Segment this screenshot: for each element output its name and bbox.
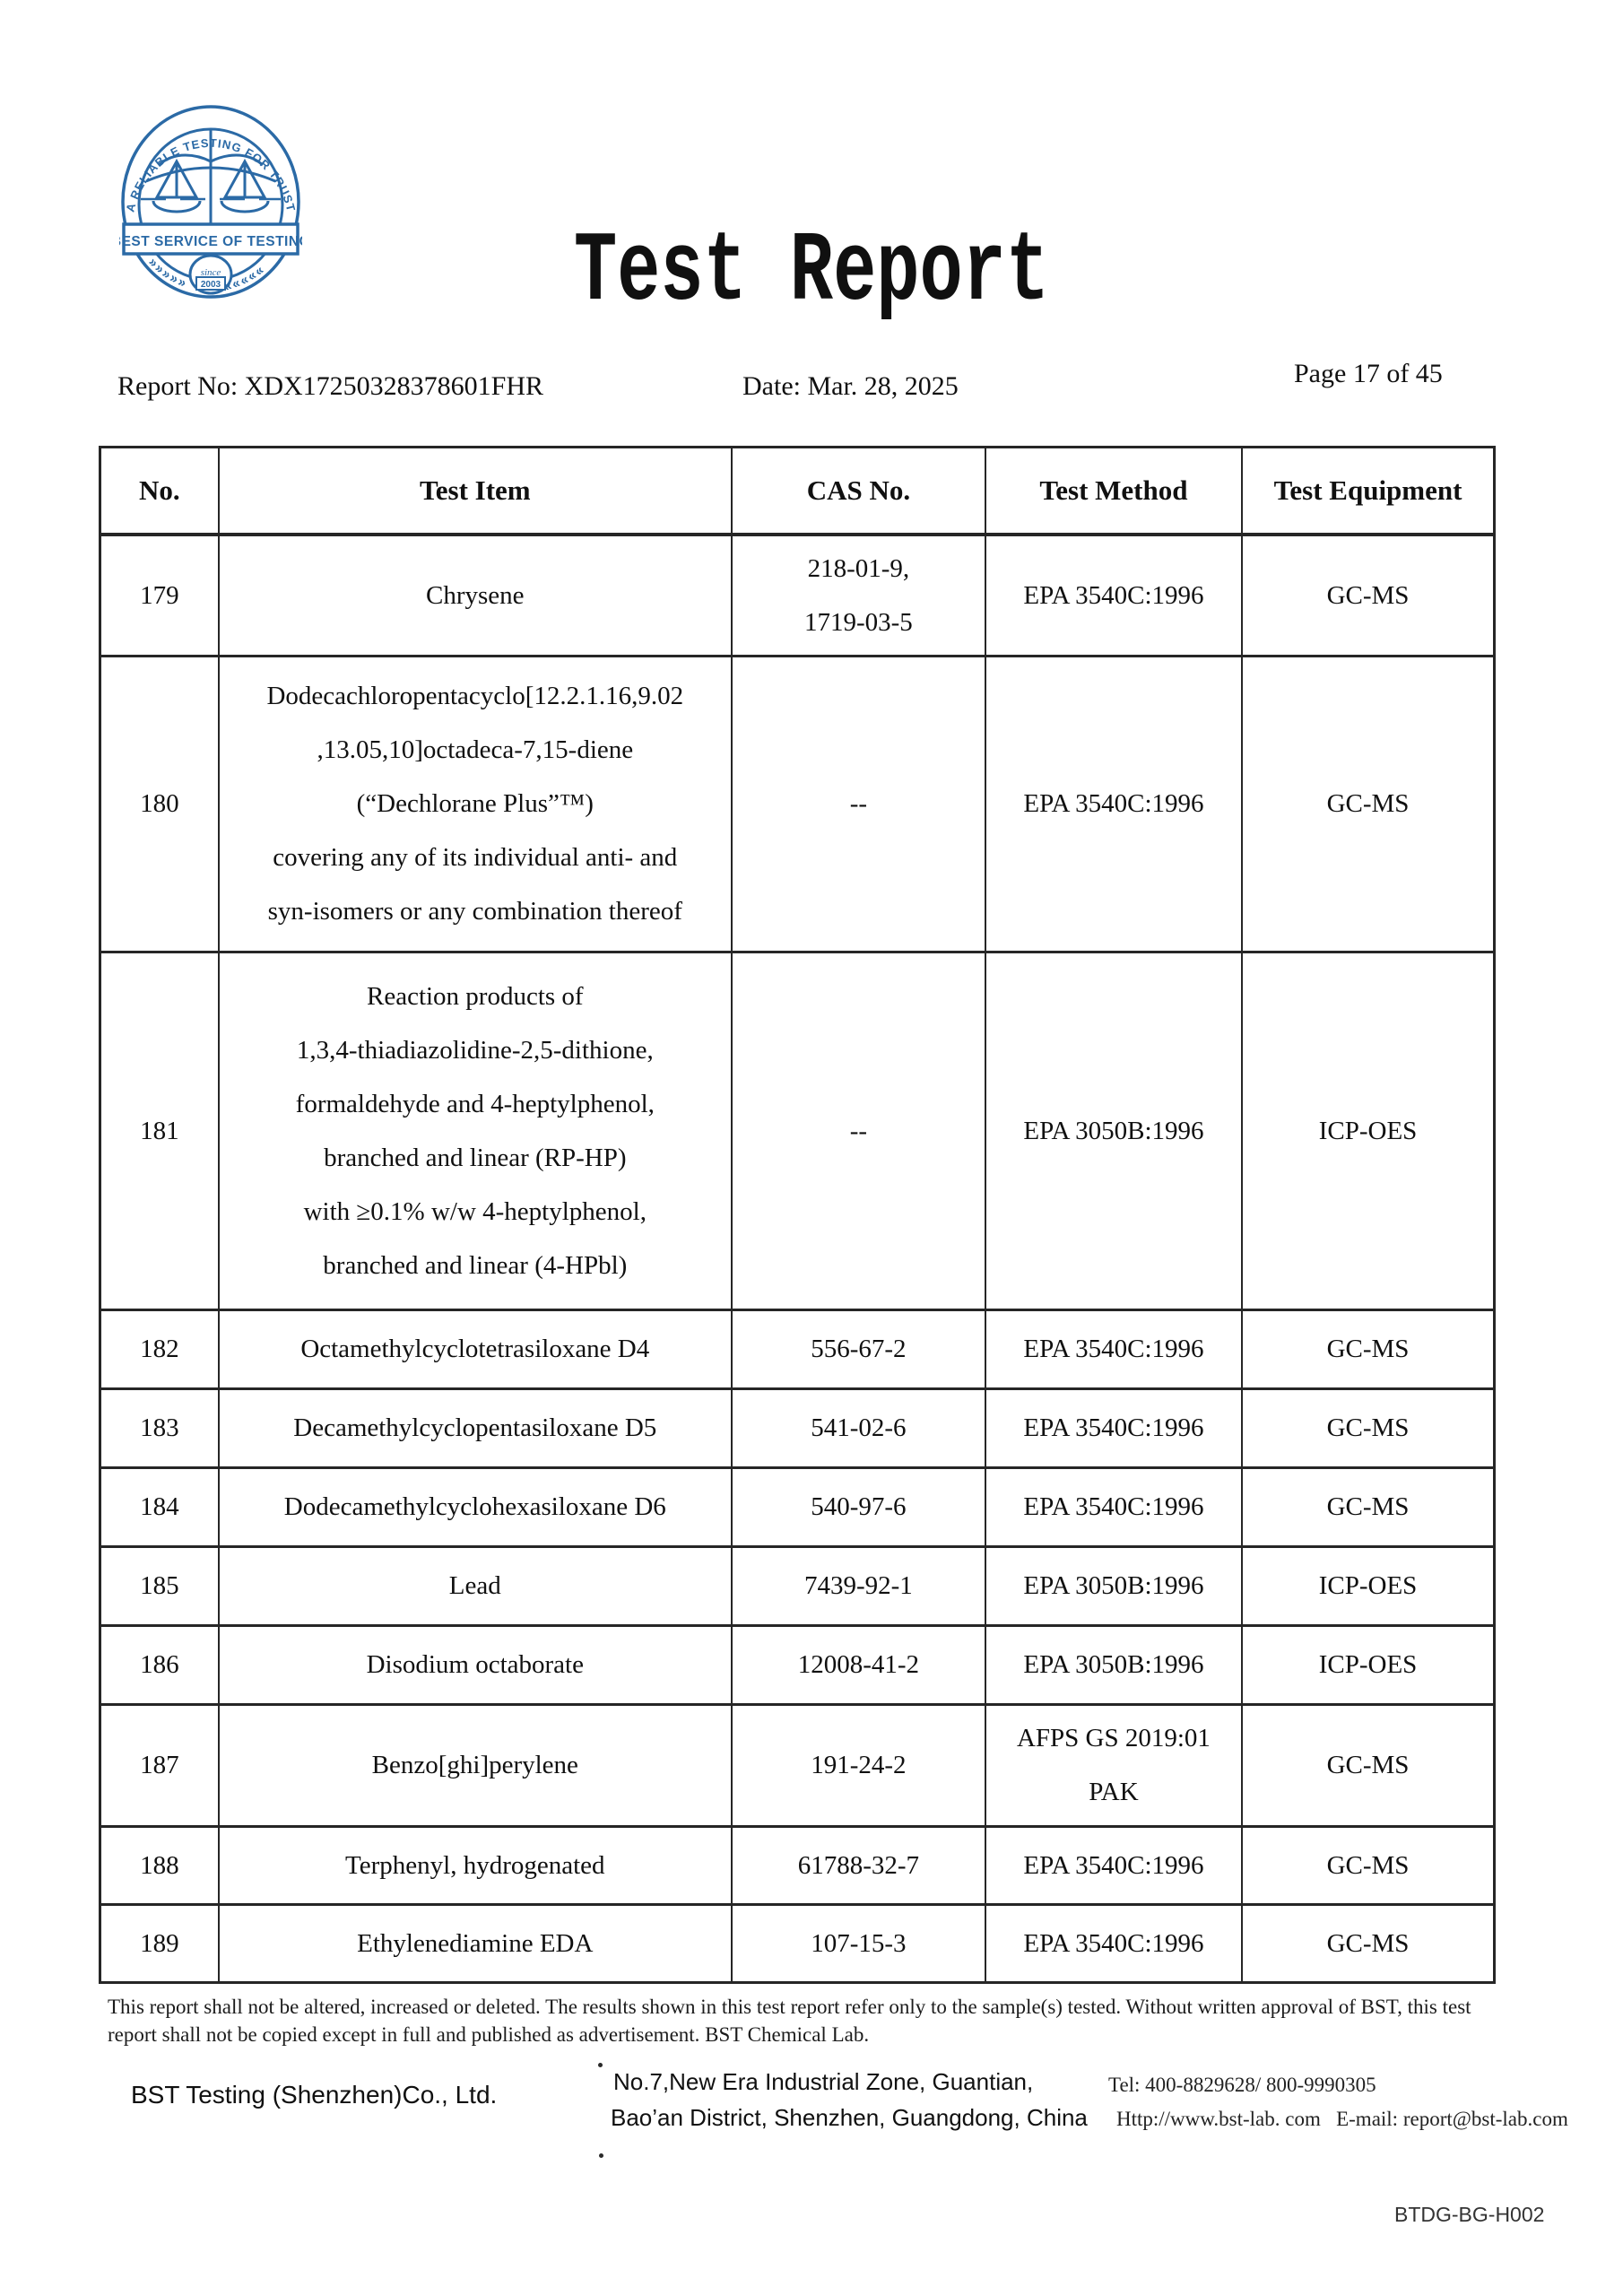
table-row bbox=[100, 535, 1495, 656]
cell-cas-no bbox=[732, 1388, 985, 1467]
table-row bbox=[100, 1546, 1495, 1625]
cell-no bbox=[100, 656, 219, 952]
logo-banner-text: BEST SERVICE OF TESTING bbox=[119, 234, 302, 249]
table-row bbox=[100, 1467, 1495, 1546]
cell-line: EPA 3540C:1996 bbox=[1023, 1335, 1204, 1363]
cell-test-method bbox=[985, 535, 1242, 656]
cell-cas-no bbox=[732, 1625, 985, 1704]
footer-address-line1: No.7,New Era Industrial Zone, Guantian, bbox=[613, 2068, 1034, 2095]
cell-test-equipment bbox=[1242, 656, 1494, 952]
table-row bbox=[100, 1826, 1495, 1904]
cell-line: Benzo[ghi]perylene bbox=[371, 1751, 578, 1779]
cell-no bbox=[100, 535, 219, 656]
cell-test-item bbox=[219, 1309, 732, 1388]
cell-test-equipment bbox=[1242, 1388, 1494, 1467]
cell-cas-no bbox=[732, 1704, 985, 1826]
table-row bbox=[100, 1309, 1495, 1388]
table-row bbox=[100, 1388, 1495, 1467]
cell-line: 107-15-3 bbox=[811, 1928, 907, 1958]
footer-telephone: Tel: 400-8829628/ 800-9990305 bbox=[1108, 2074, 1376, 2096]
cell-test-item bbox=[219, 656, 732, 952]
test-items-table bbox=[99, 446, 1496, 1984]
cell-line: 556-67-2 bbox=[811, 1335, 907, 1363]
logo-chevrons-right: ««««« bbox=[221, 261, 269, 295]
cell-cas-no bbox=[732, 1309, 985, 1388]
table-row bbox=[100, 952, 1495, 1309]
cell-line: EPA 3540C:1996 bbox=[1023, 1850, 1204, 1880]
cell-cas-no bbox=[732, 952, 985, 1309]
cell-cas-no bbox=[732, 1467, 985, 1546]
cell-line: Octamethylcyclotetrasiloxane D4 bbox=[300, 1335, 650, 1363]
cell-line: Ethylenediamine EDA bbox=[357, 1928, 594, 1958]
cell-test-equipment bbox=[1242, 1704, 1494, 1826]
cell-test-method bbox=[985, 656, 1242, 952]
cell-test-method bbox=[985, 952, 1242, 1309]
cell-line: 179 bbox=[140, 580, 179, 610]
cell-line: Decamethylcyclopentasiloxane D5 bbox=[293, 1413, 657, 1442]
cell-line: 7439-92-1 bbox=[803, 1571, 913, 1600]
cell-test-method bbox=[985, 1546, 1242, 1625]
cell-line: 191-24-2 bbox=[811, 1751, 907, 1779]
cell-no bbox=[100, 1309, 219, 1388]
cell-line: GC-MS bbox=[1326, 1492, 1410, 1521]
cell-test-item bbox=[219, 1704, 732, 1826]
cell-line: branched and linear (RP-HP) bbox=[324, 1143, 627, 1172]
cell-line: PAK bbox=[1089, 1778, 1139, 1806]
cell-line: covering any of its individual anti- and bbox=[273, 843, 678, 872]
cell-line: Dodecachloropentacyclo[12.2.1.16,9.02 bbox=[266, 682, 684, 710]
cell-line: 182 bbox=[140, 1335, 179, 1363]
cell-line: 12008-41-2 bbox=[797, 1650, 920, 1679]
stray-mark bbox=[599, 2153, 603, 2158]
cell-line: EPA 3540C:1996 bbox=[1023, 1413, 1204, 1442]
table-row bbox=[100, 1704, 1495, 1826]
cell-line: Lead bbox=[448, 1571, 501, 1600]
cell-cas-no bbox=[732, 1546, 985, 1625]
page-indicator: Page 17 of 45 bbox=[1294, 359, 1443, 388]
cell-test-method bbox=[985, 1904, 1242, 1982]
cell-line: with ≥0.1% w/w 4-heptylphenol, bbox=[303, 1196, 647, 1226]
cell-no bbox=[100, 1704, 219, 1826]
cell-line: ICP-OES bbox=[1318, 1116, 1418, 1145]
cell-test-method bbox=[985, 1309, 1242, 1388]
cell-line: (“Dechlorane Plus”™) bbox=[356, 789, 594, 818]
cell-line: 187 bbox=[140, 1751, 179, 1779]
table-header-row bbox=[100, 448, 1495, 535]
cell-test-item bbox=[219, 1625, 732, 1704]
cell-line: 1719-03-5 bbox=[803, 607, 913, 637]
cell-line: 61788-32-7 bbox=[797, 1850, 920, 1880]
cell-line: EPA 3540C:1996 bbox=[1023, 1492, 1204, 1521]
cell-line: 541-02-6 bbox=[811, 1413, 907, 1442]
column-header: Test Method bbox=[985, 448, 1242, 535]
cell-line: EPA 3050B:1996 bbox=[1023, 1571, 1204, 1600]
cell-line: 185 bbox=[140, 1571, 179, 1600]
column-header: Test Equipment bbox=[1242, 448, 1494, 535]
cell-no bbox=[100, 1625, 219, 1704]
cell-line: EPA 3540C:1996 bbox=[1023, 789, 1204, 818]
cell-line: 180 bbox=[140, 789, 179, 818]
cell-test-item bbox=[219, 1904, 732, 1982]
cell-line: GC-MS bbox=[1326, 1928, 1410, 1958]
cell-test-item bbox=[219, 1546, 732, 1625]
cell-test-item bbox=[219, 535, 732, 656]
cell-line: Disodium octaborate bbox=[366, 1650, 584, 1679]
cell-line: branched and linear (4-HPbl) bbox=[323, 1250, 628, 1280]
table-row bbox=[100, 1904, 1495, 1982]
logo-arc-text: A RELIABLE TESTING FOR TRUST bbox=[123, 135, 299, 213]
cell-line: 189 bbox=[140, 1928, 179, 1958]
cell-line: ,13.05,10]octadeca-7,15-diene bbox=[317, 735, 634, 764]
cell-no bbox=[100, 952, 219, 1309]
cell-test-item bbox=[219, 1467, 732, 1546]
cell-test-method bbox=[985, 1826, 1242, 1904]
cell-test-equipment bbox=[1242, 952, 1494, 1309]
cell-line: ICP-OES bbox=[1318, 1571, 1418, 1600]
cell-cas-no bbox=[732, 535, 985, 656]
cell-test-equipment bbox=[1242, 1625, 1494, 1704]
cell-line: GC-MS bbox=[1326, 1413, 1410, 1442]
footer-web-email: Http://www.bst-lab. com E-mail: report@bst-lab.com bbox=[1116, 2108, 1568, 2130]
disclaimer-text: This report shall not be altered, increased or deleted. The results shown in this test report refer only to the sample(s) tested. Without written approval of BST, this test report shall not be copied except in full and published as advertisement. BST Chemical Lab. bbox=[108, 1996, 1471, 2046]
cell-line: Terphenyl, hydrogenated bbox=[345, 1850, 605, 1880]
column-header: No. bbox=[100, 448, 219, 535]
cell-line: GC-MS bbox=[1326, 1335, 1410, 1363]
cell-test-item bbox=[219, 1826, 732, 1904]
document-code: BTDG-BG-H002 bbox=[1394, 2203, 1545, 2226]
cell-line: EPA 3540C:1996 bbox=[1023, 1928, 1204, 1958]
report-number: Report No: XDX17250328378601FHR bbox=[117, 371, 544, 401]
cell-line: -- bbox=[849, 1116, 868, 1145]
cell-line: EPA 3540C:1996 bbox=[1023, 580, 1204, 610]
column-header: CAS No. bbox=[732, 448, 985, 535]
logo-since-label: since bbox=[200, 267, 221, 278]
cell-cas-no bbox=[732, 1826, 985, 1904]
table-row bbox=[100, 1625, 1495, 1704]
cell-line: formaldehyde and 4-heptylphenol, bbox=[295, 1089, 655, 1118]
cell-test-method bbox=[985, 1388, 1242, 1467]
cell-line: 218-01-9, bbox=[807, 553, 910, 583]
cell-cas-no bbox=[732, 1904, 985, 1982]
cell-no bbox=[100, 1546, 219, 1625]
footer-company-name: BST Testing (Shenzhen)Co., Ltd. bbox=[131, 2081, 498, 2109]
cell-line: EPA 3050B:1996 bbox=[1023, 1650, 1204, 1679]
cell-line: ICP-OES bbox=[1318, 1650, 1418, 1679]
table-row bbox=[100, 656, 1495, 952]
cell-no bbox=[100, 1826, 219, 1904]
cell-test-equipment bbox=[1242, 535, 1494, 656]
column-header: Test Item bbox=[219, 448, 732, 535]
logo-since-year: 2003 bbox=[200, 280, 221, 290]
cell-line: 181 bbox=[140, 1116, 179, 1145]
cell-test-equipment bbox=[1242, 1904, 1494, 1982]
report-date: Date: Mar. 28, 2025 bbox=[742, 371, 959, 401]
cell-line: Reaction products of bbox=[366, 981, 584, 1011]
cell-test-equipment bbox=[1242, 1826, 1494, 1904]
cell-cas-no bbox=[732, 656, 985, 952]
logo-chevrons-left: »»»»» bbox=[144, 255, 190, 292]
cell-line: GC-MS bbox=[1326, 580, 1410, 610]
footer-address-line2: Bao’an District, Shenzhen, Guangdong, China bbox=[611, 2104, 1088, 2131]
cell-line: GC-MS bbox=[1326, 789, 1410, 818]
cell-test-item bbox=[219, 1388, 732, 1467]
cell-line: EPA 3050B:1996 bbox=[1023, 1116, 1204, 1145]
cell-line: 540-97-6 bbox=[811, 1492, 907, 1521]
cell-line: 188 bbox=[140, 1850, 179, 1880]
cell-line: syn-isomers or any combination thereof bbox=[267, 897, 682, 926]
cell-test-method bbox=[985, 1625, 1242, 1704]
cell-line: -- bbox=[849, 789, 868, 818]
cell-line: 186 bbox=[140, 1650, 179, 1679]
cell-line: 183 bbox=[140, 1413, 179, 1442]
cell-line: 184 bbox=[140, 1492, 179, 1521]
cell-no bbox=[100, 1467, 219, 1546]
cell-line: 1,3,4-thiadiazolidine-2,5-dithione, bbox=[296, 1035, 654, 1065]
cell-test-equipment bbox=[1242, 1546, 1494, 1625]
cell-test-method bbox=[985, 1467, 1242, 1546]
cell-line: AFPS GS 2019:01 bbox=[1016, 1724, 1211, 1752]
stray-mark bbox=[598, 2063, 603, 2067]
cell-no bbox=[100, 1904, 219, 1982]
page-title: Test Report bbox=[573, 217, 1050, 329]
cell-line: GC-MS bbox=[1326, 1850, 1410, 1880]
cell-no bbox=[100, 1388, 219, 1467]
cell-test-item bbox=[219, 952, 732, 1309]
cell-test-method bbox=[985, 1704, 1242, 1826]
cell-line: GC-MS bbox=[1326, 1751, 1410, 1779]
cell-test-equipment bbox=[1242, 1309, 1494, 1388]
cell-test-equipment bbox=[1242, 1467, 1494, 1546]
cell-line: Chrysene bbox=[426, 580, 525, 610]
cell-line: Dodecamethylcyclohexasiloxane D6 bbox=[283, 1492, 666, 1521]
